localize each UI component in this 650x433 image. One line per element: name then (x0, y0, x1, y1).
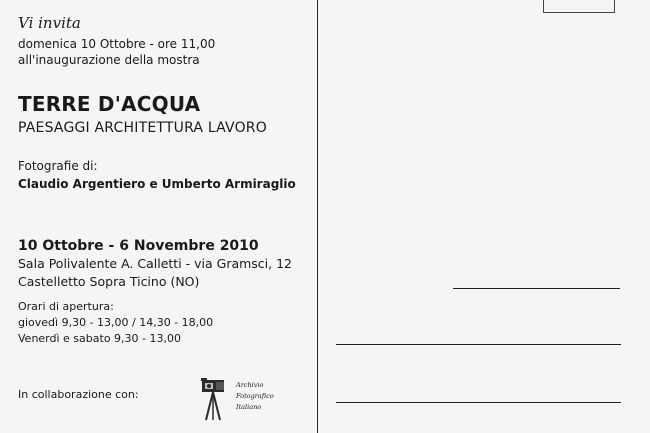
hours-thursday: giovedì 9,30 - 13,00 / 14,30 - 18,00 (18, 316, 214, 329)
venue-address: Sala Polivalente A. Calletti - via Gramsci, 12 (18, 256, 293, 271)
logo-line-archivio: Archivio (236, 381, 264, 389)
hours-heading: Orari di apertura: (18, 300, 114, 313)
exhibition-dates: 10 Ottobre - 6 Novembre 2010 (18, 238, 259, 254)
hours-friday-saturday: Venerdì e sabato 9,30 - 13,00 (18, 332, 181, 345)
opening-description: all'inaugurazione della mostra (18, 53, 200, 67)
venue-town: Castelletto Sopra Ticino (NO) (18, 274, 200, 289)
opening-date: domenica 10 Ottobre - ore 11,00 (18, 37, 216, 51)
address-line-2 (336, 344, 621, 345)
address-line-3 (336, 402, 621, 403)
collaboration-label: In collaborazione con: (18, 388, 139, 401)
exhibition-subtitle: PAESAGGI ARCHITETTURA LAVORO (18, 120, 267, 136)
stamp-box (543, 0, 615, 13)
invite-headline: Vi invita (18, 14, 81, 32)
logo-line-italiano: Italiano (236, 403, 262, 411)
exhibition-title: TERRE D'ACQUA (18, 92, 201, 116)
photographers-label: Fotografie di: (18, 159, 98, 173)
address-line-1 (453, 288, 620, 289)
center-divider (317, 0, 318, 433)
logo-line-fotografico: Fotografico (236, 392, 274, 400)
photographers-names: Claudio Argentiero e Umberto Armiraglio (18, 177, 296, 191)
